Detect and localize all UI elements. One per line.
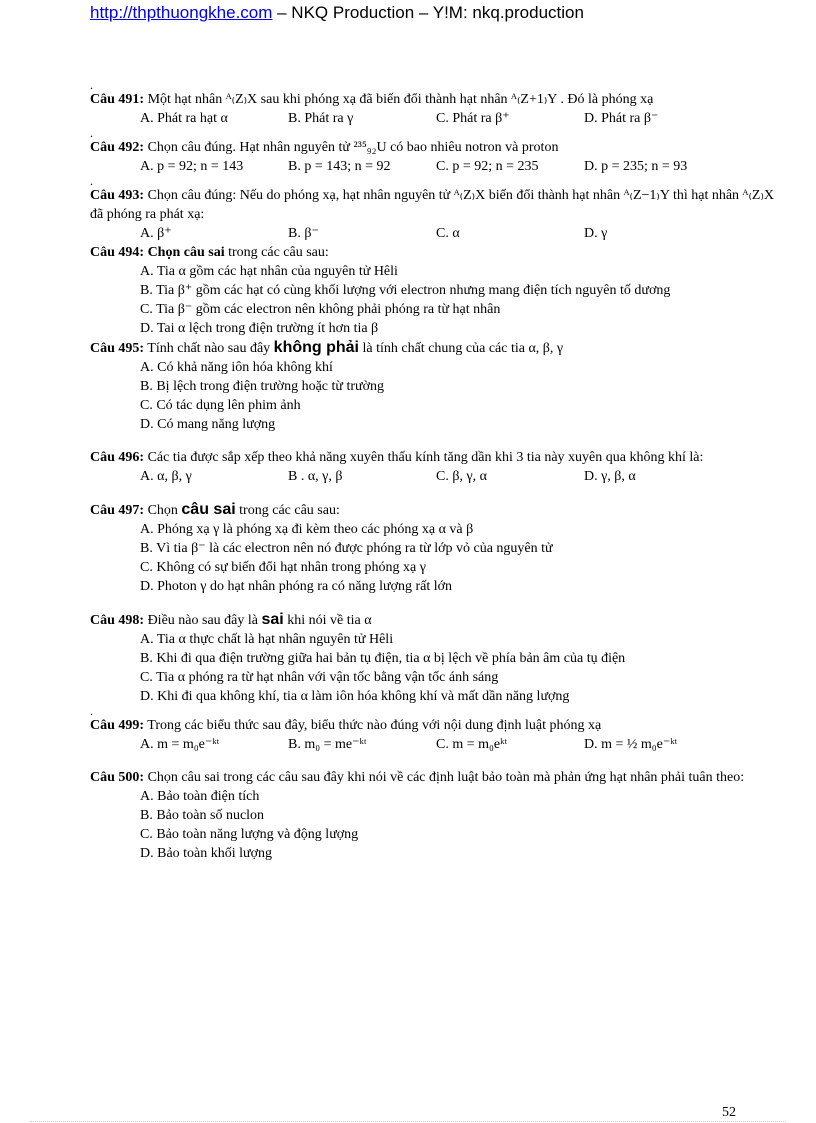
question-text: Tính chất nào sau đây: [144, 341, 274, 356]
question-500: [90, 768, 780, 863]
answer-option: B. Khi đi qua điện trường giữa hai bản tụ điện, tia α bị lệch về phía bản âm của tụ điện: [140, 651, 626, 666]
answer-options: [90, 224, 780, 243]
answer-option: A. Phát ra hạt α: [140, 111, 228, 126]
emphasis-text: Chọn câu sai: [144, 245, 225, 260]
answer-option: C. Bảo toàn năng lượng và động lượng: [140, 827, 359, 842]
answer-options: [90, 630, 780, 706]
answer-option: B. Tia β⁺ gồm các hạt có cùng khối lượng với electron nhưng mang điện tích nguyên tố dương: [140, 283, 671, 298]
question-499: [90, 716, 780, 754]
bullet-dot: .: [90, 126, 93, 140]
question-text-tail: khi nói về tia α: [283, 613, 372, 628]
question-text: Các tia được sắp xếp theo khả năng xuyên thấu kính tăng dần khi 3 tia này xuyên qua không khí là:: [144, 450, 704, 465]
question-497: [90, 500, 780, 596]
answer-option: A. m = m₀e⁻ᵏᵗ: [140, 737, 220, 752]
question-494: [90, 243, 780, 338]
page-number: 52: [722, 1105, 736, 1120]
question-number: Câu 500:: [90, 770, 145, 785]
answer-option: D. Tai α lệch trong điện trường ít hơn tia β: [140, 321, 379, 336]
bullet-dot: .: [90, 174, 93, 188]
question-stem: [90, 243, 780, 262]
question-number: Câu 498:: [90, 613, 145, 628]
question-number: Câu 491:: [90, 92, 145, 107]
question-492: [90, 138, 780, 176]
answer-option: D. Photon γ do hạt nhân phóng ra có năng lượng rất lớn: [140, 579, 453, 594]
question-list: [90, 80, 780, 863]
question-stem: [90, 716, 780, 735]
question-498: [90, 610, 780, 706]
answer-option: A. α, β, γ: [140, 469, 192, 484]
answer-option: B. Bảo toàn số nuclon: [140, 808, 265, 823]
answer-option: C. Tia β⁻ gồm các electron nên không phải phóng ra từ hạt nhân: [140, 302, 501, 317]
question-text: Chọn câu sai trong các câu sau đây khi nói về các định luật bảo toàn mà phản ứng hạt nhân phải tuân theo:: [144, 770, 745, 785]
answer-option: B. Bị lệch trong điện trường hoặc từ trường: [140, 379, 385, 394]
answer-option: C. Tia α phóng ra từ hạt nhân với vận tốc bằng vận tốc ánh sáng: [140, 670, 499, 685]
answer-option: D. Bảo toàn khối lượng: [140, 846, 273, 861]
answer-option: A. Bảo toàn điện tích: [140, 789, 260, 804]
page-header: [90, 3, 584, 23]
answer-option: A. Có khả năng iôn hóa không khí: [140, 360, 333, 375]
question-text: trong các câu sau:: [224, 245, 329, 260]
answer-options: [90, 358, 780, 434]
answer-option: C. p = 92; n = 235: [436, 159, 539, 174]
question-stem: [90, 500, 780, 520]
question-text-tail: trong các câu sau:: [235, 503, 340, 518]
answer-options: [90, 262, 780, 338]
answer-options: [90, 109, 780, 128]
answer-option: C. Không có sự biến đổi hạt nhân trong phóng xạ γ: [140, 560, 426, 575]
question-stem: [90, 90, 780, 109]
question-stem: [90, 448, 780, 467]
answer-option: D. γ: [584, 226, 608, 241]
answer-option: C. m = m₀eᵏᵗ: [436, 737, 508, 752]
answer-option: D. Phát ra β⁻: [584, 111, 659, 126]
question-stem: [90, 138, 780, 157]
question-493: [90, 186, 780, 243]
question-number: Câu 497:: [90, 503, 145, 518]
answer-option: C. Phát ra β⁺: [436, 111, 510, 126]
answer-option: D. m = ½ m₀e⁻ᵏᵗ: [584, 737, 678, 752]
answer-option: A. Phóng xạ γ là phóng xạ đi kèm theo các phóng xạ α và β: [140, 522, 474, 537]
answer-options: [90, 520, 780, 596]
emphasis-text: câu sai: [181, 501, 236, 518]
answer-option: A. p = 92; n = 143: [140, 159, 244, 174]
answer-option: B . α, γ, β: [288, 469, 343, 484]
question-491: [90, 90, 780, 128]
site-link[interactable]: http://thpthuongkhe.com: [90, 3, 273, 22]
question-text: Chọn: [144, 503, 182, 518]
question-text: Điều nào sau đây là: [144, 613, 262, 628]
answer-option: D. Khi đi qua không khí, tia α làm iôn hóa không khí và mất dần năng lượng: [140, 689, 570, 704]
footer-divider: [30, 1121, 786, 1122]
answer-option: C. α: [436, 226, 460, 241]
question-number: Câu 495:: [90, 341, 145, 356]
answer-options: [90, 157, 780, 176]
question-stem: [90, 338, 780, 358]
question-number: Câu 493:: [90, 188, 145, 203]
answer-option: C. β, γ, α: [436, 469, 487, 484]
answer-option: D. Có mang năng lượng: [140, 417, 276, 432]
bullet-dot: .: [90, 704, 93, 718]
emphasis-text: sai: [261, 611, 284, 628]
question-stem: [90, 610, 780, 630]
answer-option: A. Tia α thực chất là hạt nhân nguyên tử Hêli: [140, 632, 394, 647]
answer-options: [90, 467, 780, 486]
header-credit: – NKQ Production – Y!M: nkq.production: [272, 3, 584, 22]
question-text: Một hạt nhân ᴬ₍Z₎X sau khi phóng xạ đã biến đổi thành hạt nhân ᴬ₍Z+1₎Y . Đó là phóng xạ: [144, 92, 654, 107]
answer-option: B. Vì tia β⁻ là các electron nên nó được phóng ra từ lớp vỏ của nguyên tử: [140, 541, 553, 556]
answer-option: D. p = 235; n = 93: [584, 159, 688, 174]
question-text-tail: là tính chất chung của các tia α, β, γ: [359, 341, 564, 356]
bullet-dot: .: [90, 78, 93, 92]
question-stem: [90, 186, 780, 224]
question-number: Câu 492:: [90, 140, 145, 155]
answer-option: B. β⁻: [288, 226, 319, 241]
question-number: Câu 499:: [90, 718, 145, 733]
answer-option: D. γ, β, α: [584, 469, 636, 484]
answer-option: A. Tia α gồm các hạt nhân của nguyên tử Hêli: [140, 264, 398, 279]
question-number: Câu 494:: [90, 245, 145, 260]
answer-options: [90, 735, 780, 754]
spacer: [90, 754, 780, 768]
question-number: Câu 496:: [90, 450, 145, 465]
spacer: [90, 486, 780, 500]
question-stem: [90, 768, 780, 787]
emphasis-text: không phải: [273, 339, 359, 356]
answer-options: [90, 787, 780, 863]
question-text: Chọn câu đúng: Nếu do phóng xạ, hạt nhân nguyên tử ᴬ₍Z₎X biến đổi thành hạt nhân ᴬ₍Z−1₎Y thì hạt nhân ᴬ₍Z₎X đã phóng ra phát xạ:: [90, 188, 774, 222]
question-text: Trong các biểu thức sau đây, biểu thức nào đúng với nội dung định luật phóng xạ: [144, 718, 602, 733]
answer-option: A. β⁺: [140, 226, 172, 241]
question-text: Chọn câu đúng. Hạt nhân nguyên tử ²³⁵₉₂U có bao nhiêu notron và proton: [144, 140, 559, 155]
spacer: [90, 596, 780, 610]
question-496: [90, 448, 780, 486]
answer-option: B. p = 143; n = 92: [288, 159, 391, 174]
answer-option: B. Phát ra γ: [288, 111, 354, 126]
spacer: [90, 434, 780, 448]
question-495: [90, 338, 780, 434]
answer-option: C. Có tác dụng lên phim ảnh: [140, 398, 301, 413]
answer-option: B. m₀ = me⁻ᵏᵗ: [288, 737, 367, 752]
